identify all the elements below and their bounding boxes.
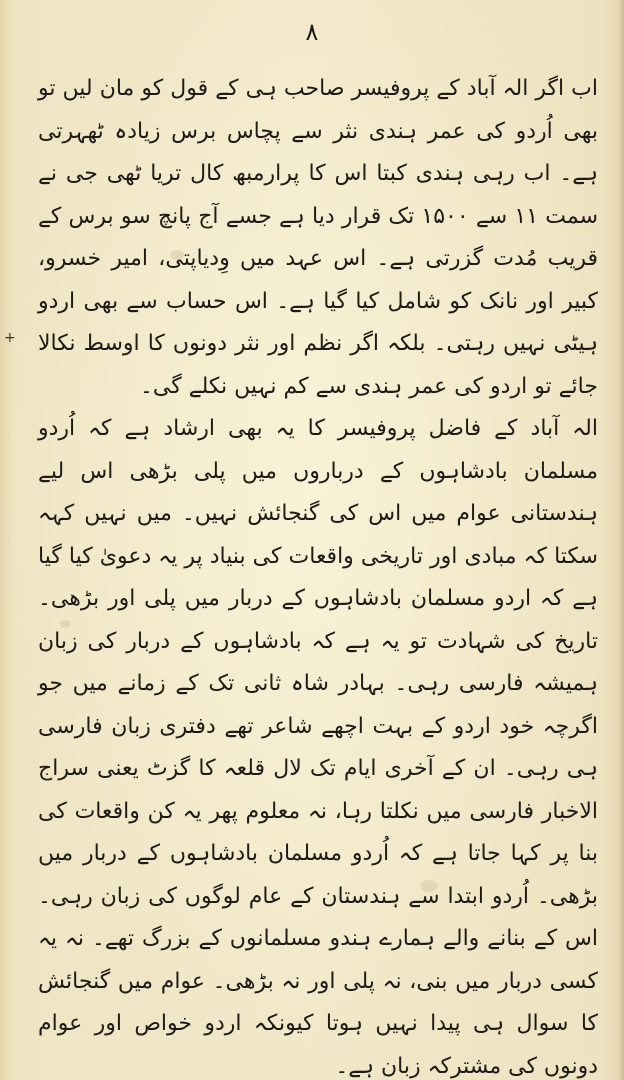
paragraph-2: الہ آباد کے فاضل پروفیسر کا یہ بھی ارشاد ہے کہ اُردو مسلمان بادشاہوں کے درباروں میں پلی بڑھی اس لیے ہندستانی عوام میں اس کی گنجائش نہیں۔ میں نہیں کہہ سکتا کہ مبادی اور تاریخی واقعات کی بنیاد پر یہ دعویٰ کیا گیا ہے کہ اردو مسلمان بادشاہوں کے دربار میں پلی اور بڑھی۔ تاریخ کی شہادت تو یہ ہے کہ بادشاہوں کے دربار کی زبان ہمیشہ فارسی رہی۔ بہادر شاہ ثانی تک کے زمانے میں جو اگرچہ خود اردو کے بہت اچھے شاعر تھے دفتری زبان فارسی ہی رہی۔ ان کے آخری ایام تک لال قلعہ کا گزٹ یعنی سراج الاخبار فارسی میں نکلتا رہا، نہ معلوم پھر یہ کن واقعات کی بنا پر کہا جاتا ہے کہ اُردو مسلمان بادشاہوں کے دربار میں بڑھی۔ اُردو ابتدا سے ہندستان کے عام لوگوں کی زبان رہی۔ اس کے بنانے والے ہمارے ہندو مسلمانوں کے بزرگ تھے۔ نہ یہ کسی دربار میں بنی، نہ پلی اور نہ بڑھی۔ عوام میں گنجائش کا سوال ہی پیدا نہیں ہوتا کیونکہ اردو خواص اور عوام دونوں کی مشترکہ زبان ہے۔ [38, 416, 598, 1079]
body-text [38, 68, 598, 1080]
margin-mark: + [4, 330, 16, 346]
paragraph-1: اب اگر الہ آباد کے پروفیسر صاحب ہی کے قول کو مان لیں تو بھی اُردو کی عمر ہندی نثر سے پچاس برس زیادہ ٹھہرتی ہے۔ اب رہی ہندی کبتا اس کا پرارمبھ کال تریا ٹھی جی نے سمت ۱۱ سے ۱۵۰۰ تک قرار دیا ہے جسے آج پانچ سو برس کے قریب مُدت گزرتی ہے۔ اس عہد میں وِدیاپتی، امیر خسرو، کبیر اور نانک کو شامل کیا گیا ہے۔ اس حساب سے بھی اردو ہیٹی نہیں رہتی۔ بلکہ اگر نظم اور نثر دونوں کا اوسط نکالا جائے تو اردو کی عمر ہندی سے کم نہیں نکلے گی۔ [38, 76, 598, 399]
page-edge-shadow [618, 0, 624, 1080]
page-number: ۸ [305, 18, 319, 46]
